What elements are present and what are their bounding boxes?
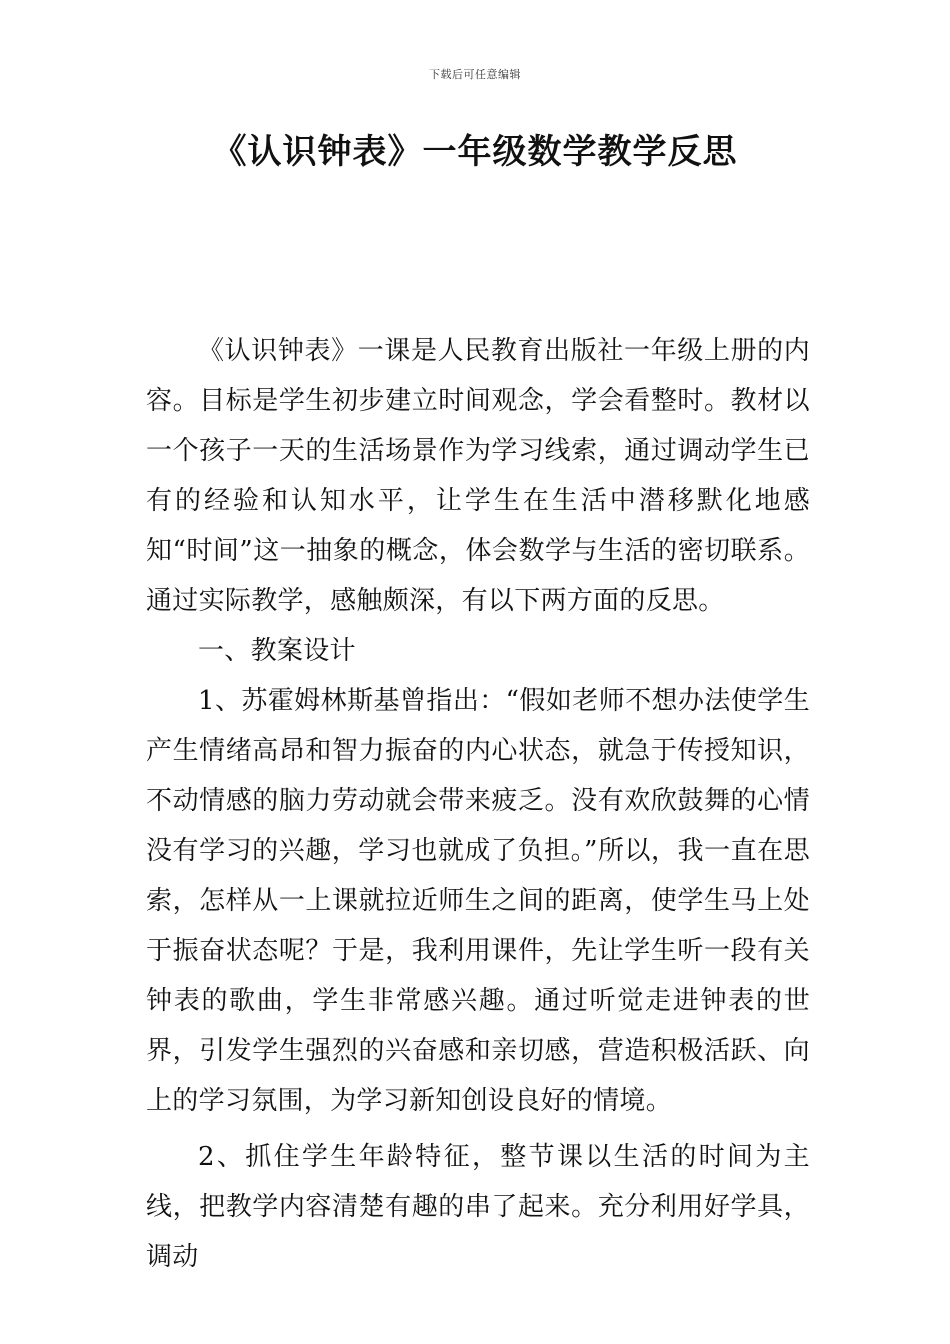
header-note: 下载后可任意编辑 xyxy=(429,68,521,81)
document-title: 《认识钟表》一年级数学教学反思 xyxy=(212,132,738,172)
paragraph-point-1: 1、苏霍姆林斯基曾指出：“假如老师不想办法使学生产生情绪高昂和智力振奋的内心状态，就急于传授知识，不动情感的脑力劳动就会带来疲乏。没有欢欣鼓舞的心情没有学习的兴趣，学习也就成了负担。”所以，我一直在思索，怎样从一上课就拉近师生之间的距离，使学生马上处于振奋状态呢？于是，我利用课件，先让学生听一段有关钟表的歌曲，学生非常感兴趣。通过听觉走进钟表的世界，引发学生强烈的兴奋感和亲切感，营造积极活跃、向上的学习氛围，为学习新知创设良好的情境。 xyxy=(146,686,810,1116)
paragraph-point-2: 2、抓住学生年龄特征，整节课以生活的时间为主线，把教学内容清楚有趣的串了起来。充分利用好学具，调动 xyxy=(146,1142,810,1272)
paragraph-intro: 《认识钟表》一课是人民教育出版社一年级上册的内容。目标是学生初步建立时间观念，学会看整时。教材以一个孩子一天的生活场景作为学习线索，通过调动学生已有的经验和认知水平，让学生在生活中潜移默化地感知“时间”这一抽象的概念，体会数学与生活的密切联系。通过实际教学，感触颇深，有以下两方面的反思。 xyxy=(146,336,810,616)
document-body xyxy=(146,326,810,1282)
section-heading-lesson-design: 一、教案设计 xyxy=(198,636,356,666)
